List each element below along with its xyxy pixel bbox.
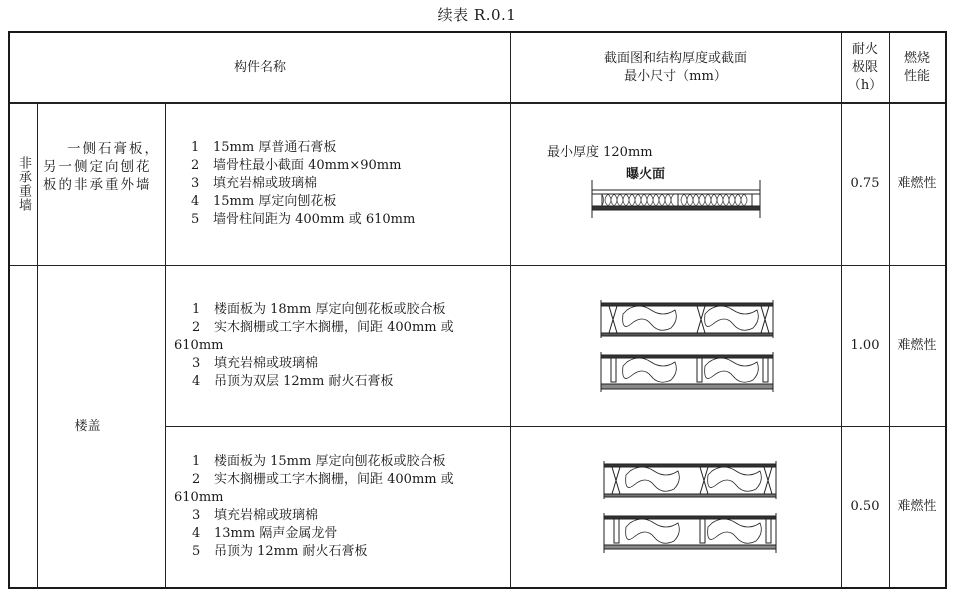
desc-item [174,525,504,543]
desc-item [173,157,504,175]
row1-subcategory [37,102,165,265]
item-number: 1 [192,453,201,469]
row2-fire-limit [841,265,889,426]
row1-category [10,102,37,265]
category-label: 非承重墙 [16,155,31,212]
table-caption: 续表 R.0.1 [437,6,517,24]
item-text: 填充岩棉或玻璃棉 [214,507,319,523]
combustibility-value: 难燃性 [897,176,937,191]
header-burn-line2: 性能 [903,68,930,84]
item-number: 5 [192,543,201,559]
header-combustibility [889,33,945,102]
item-text: 15mm 厚定向刨花板 [213,193,337,209]
header-section-line2: 最小尺寸（mm） [624,68,727,84]
desc-item [174,301,504,319]
row1-fire-limit [841,102,889,265]
item-number: 1 [191,139,200,155]
combustibility-value: 难燃性 [897,338,937,353]
item-text: 13mm 隔声金属龙骨 [214,525,338,541]
header-fire-line2: 极限 [851,59,878,75]
desc-item [173,139,504,157]
floor-section-diagram-icon [602,461,778,557]
item-text: 实木搁栅或工字木搁栅，间距 400mm 或 610mm [174,319,454,353]
item-text: 填充岩棉或玻璃棉 [213,175,318,191]
row3-fire-limit [841,426,889,587]
item-number: 5 [191,211,200,227]
row3-diagram [510,426,841,587]
item-number: 2 [191,157,200,173]
item-text: 实木搁栅或工字木搁栅，间距 400mm 或 610mm [174,471,454,505]
row1-combustibility [889,102,945,265]
desc-item [173,193,504,211]
item-number: 3 [192,355,201,371]
fire-resistance-table [8,31,947,589]
fire-side-label: 曝火面 [626,167,666,182]
row3-description [165,426,510,587]
desc-item [174,355,504,373]
item-number: 2 [192,319,201,335]
row2-combustibility [889,265,945,426]
item-number: 2 [192,471,201,487]
combustibility-value: 难燃性 [897,499,937,514]
header-component-name [10,33,510,102]
floor-section-diagram-icon [599,300,775,396]
header-section [510,33,841,102]
header-fire-line3: （h） [847,77,883,93]
item-number: 3 [192,507,201,523]
min-thickness-label: 最小厚度 120mm [547,145,653,160]
header-burn-line1: 燃烧 [903,50,930,66]
desc-item [174,471,504,507]
header-fire-limit [841,33,889,102]
desc-item [174,507,504,525]
item-text: 墙骨柱间距为 400mm 或 610mm [213,211,416,227]
item-number: 1 [192,301,201,317]
row3-combustibility [889,426,945,587]
item-number: 4 [191,193,200,209]
header-component-label: 构件名称 [233,59,286,75]
item-text: 墙骨柱最小截面 40mm×90mm [213,157,402,173]
header-section-line1: 截面图和结构厚度或截面 [603,50,747,66]
desc-item [174,319,504,355]
fire-limit-value: 0.75 [850,176,880,191]
row2-description [165,265,510,426]
desc-item [173,175,504,193]
floor-category [10,265,165,587]
item-number: 3 [191,175,200,191]
item-text: 楼面板为 18mm 厚定向刨花板或胶合板 [214,301,446,317]
row2-diagram [510,265,841,426]
desc-item [173,211,504,229]
row1-description [165,102,510,265]
item-text: 吊顶为 12mm 耐火石膏板 [214,543,368,559]
desc-item [174,453,504,471]
header-fire-line1: 耐火 [851,41,878,57]
item-text: 楼面板为 15mm 厚定向刨花板或胶合板 [214,453,446,469]
fire-limit-value: 1.00 [850,338,880,353]
category-label: 楼盖 [74,418,101,434]
desc-item [174,373,504,391]
row1-diagram [510,102,841,265]
desc-item [174,543,504,561]
item-text: 15mm 厚普通石膏板 [213,139,337,155]
item-number: 4 [192,525,201,541]
item-number: 4 [192,373,201,389]
wall-section-diagram-icon [590,180,765,220]
item-text: 填充岩棉或玻璃棉 [214,355,319,371]
subcategory-label: 一侧石膏板，另一侧定向刨花板的非承重外墙 [43,140,160,193]
fire-limit-value: 0.50 [850,499,880,514]
item-text: 吊顶为双层 12mm 耐火石膏板 [214,373,394,389]
